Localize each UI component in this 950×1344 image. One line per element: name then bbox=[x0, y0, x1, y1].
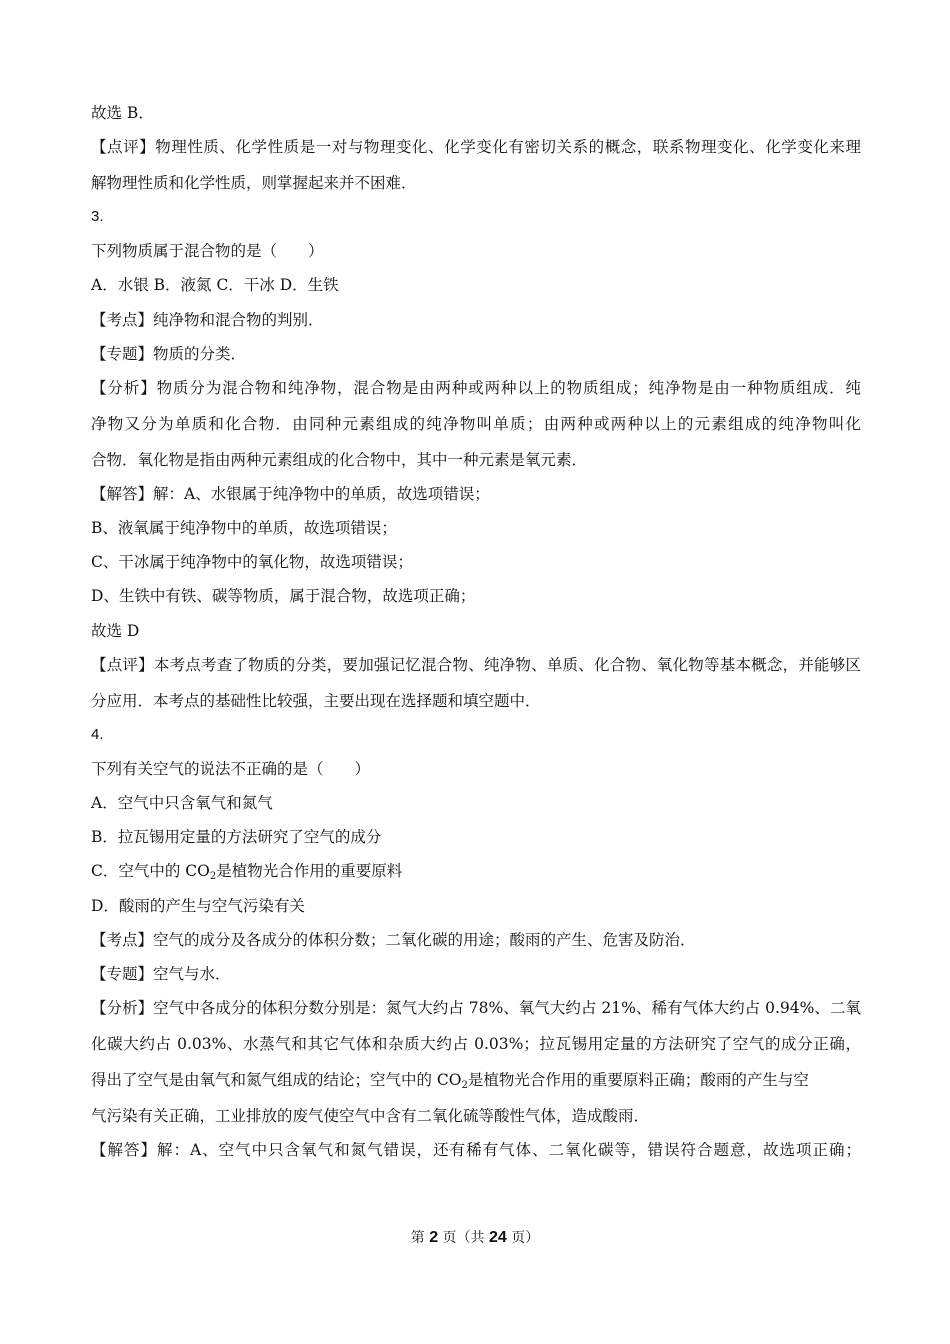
text-line: 【考点】纯净物和混合物的判别． bbox=[91, 311, 324, 329]
text-line: 【考点】空气的成分及各成分的体积分数；二氧化碳的用途；酸雨的产生、危害及防治． bbox=[91, 931, 696, 949]
text-line: B、液氧属于纯净物中的单质，故选项错误； bbox=[91, 519, 397, 537]
page-number: 2 bbox=[429, 1229, 439, 1246]
text-line: 【点评】物理性质、化学性质是一对与物理变化、化学变化有密切关系的概念，联系物理变化、化学变化来理 bbox=[91, 138, 861, 156]
footer-middle: 页（共 bbox=[442, 1230, 485, 1246]
question-number: 4. bbox=[91, 726, 104, 743]
text-line: 【解答】解：A、空气中只含氧气和氮气错误，还有稀有气体、二氧化碳等，错误符合题意，故选项正确； bbox=[91, 1141, 861, 1159]
text-line: 【分析】空气中各成分的体积分数分别是：氮气大约占 78%、氧气大约占 21%、稀有气体大约占 0.94%、二氧 bbox=[91, 999, 861, 1017]
text-line: 故选 B． bbox=[91, 104, 154, 122]
question-text: 下列有关空气的说法不正确的是（ ） bbox=[91, 760, 371, 778]
answer-option: C．空气中的 $CO_2$是植物光合作用的重要原料 bbox=[91, 862, 403, 882]
text-line: 分应用．本考点的基础性比较强，主要出现在选择题和填空题中． bbox=[91, 692, 541, 710]
question-text: 下列物质属于混合物的是（ ） bbox=[91, 242, 324, 260]
total-pages: 24 bbox=[489, 1229, 507, 1246]
text-line: 【专题】物质的分类． bbox=[91, 345, 247, 363]
footer-prefix: 第 bbox=[410, 1230, 425, 1246]
page-footer bbox=[0, 1227, 950, 1249]
question-number: 3. bbox=[91, 208, 104, 225]
text-line: 气污染有关正确，工业排放的废气使空气中含有二氧化硫等酸性气体，造成酸雨． bbox=[91, 1107, 650, 1125]
text-line: 解物理性质和化学性质，则掌握起来并不困难． bbox=[91, 174, 417, 192]
answer-option: B．拉瓦锡用定量的方法研究了空气的成分 bbox=[91, 828, 382, 846]
text-line: 净物又分为单质和化合物．由同种元素组成的纯净物叫单质；由两种或两种以上的元素组成的纯净物叫化 bbox=[91, 415, 861, 433]
answer-option: D．酸雨的产生与空气污染有关 bbox=[91, 897, 305, 915]
answer-option: A．空气中只含氧气和氮气 bbox=[91, 794, 273, 812]
text-line: 合物．氧化物是指由两种元素组成的化合物中，其中一种元素是氧元素． bbox=[91, 451, 588, 469]
answer-options: A．水银 B．液氮 C．干冰 D．生铁 bbox=[91, 276, 339, 294]
text-line: 【专题】空气与水． bbox=[91, 965, 231, 983]
text-line: C、干冰属于纯净物中的氧化物，故选项错误； bbox=[91, 553, 413, 571]
text-line: 【点评】本考点考查了物质的分类，要加强记忆混合物、纯净物、单质、化合物、氧化物等基本概念，并能够区 bbox=[91, 656, 861, 674]
text-line: 化碳大约占 0.03%、水蒸气和其它气体和杂质大约占 0.03%；拉瓦锡用定量的方法研究了空气的成分正确， bbox=[91, 1035, 861, 1053]
text-line: 得出了空气是由氧气和氮气组成的结论；空气中的 $CO_2$是植物光合作用的重要原料正确；酸雨的产生与空 bbox=[91, 1071, 809, 1091]
text-line: 【分析】物质分为混合物和纯净物，混合物是由两种或两种以上的物质组成；纯净物是由一种物质组成．纯 bbox=[91, 379, 861, 397]
text-line: 【解答】解：A、水银属于纯净物中的单质，故选项错误； bbox=[91, 485, 490, 503]
text-line: D、生铁中有铁、碳等物质，属于混合物，故选项正确； bbox=[91, 587, 476, 605]
text-line: 故选 D bbox=[91, 622, 140, 640]
footer-suffix: 页） bbox=[511, 1230, 540, 1246]
